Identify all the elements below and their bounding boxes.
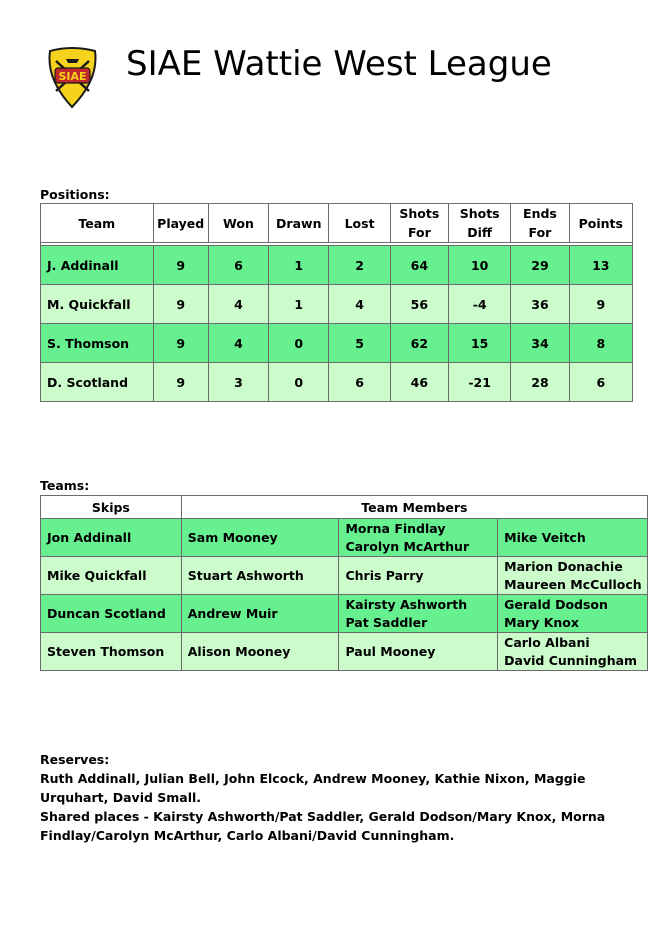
col-header: Shots Diff: [449, 204, 511, 243]
positions-table: [40, 203, 633, 402]
stat-cell: 9: [569, 285, 632, 324]
table-row: [41, 519, 648, 557]
stat-cell: 6: [329, 363, 390, 402]
stat-cell: 1: [269, 246, 329, 285]
stat-cell: 3: [208, 363, 268, 402]
teams-label: Teams:: [40, 478, 90, 493]
stat-cell: 13: [569, 246, 632, 285]
col-header: Team: [41, 204, 154, 243]
stat-cell: 9: [153, 246, 208, 285]
skip-cell: Duncan Scotland: [41, 595, 182, 633]
col-header: Points: [569, 204, 632, 243]
table-row: [41, 285, 633, 324]
positions-header-row: [41, 204, 633, 243]
stat-cell: 34: [511, 324, 569, 363]
page-title: SIAE Wattie West League: [126, 44, 552, 84]
table-row: [41, 246, 633, 285]
team-cell: J. Addinall: [41, 246, 154, 285]
member-cell: [498, 595, 648, 633]
stat-cell: 64: [390, 246, 448, 285]
member-cell: Stuart Ashworth: [181, 557, 339, 595]
stat-cell: 4: [208, 324, 268, 363]
stat-cell: 4: [208, 285, 268, 324]
stat-cell: 4: [329, 285, 390, 324]
table-row: [41, 324, 633, 363]
member-cell: [339, 633, 498, 671]
shared-places: Shared places - Kairsty Ashworth/Pat Saddler, Gerald Dodson/Mary Knox, Morna Findlay/Carolyn McArthur, Carlo Albani/David Cunningham.: [40, 809, 606, 843]
member-cell: [498, 519, 648, 557]
member-name: Maureen McCulloch: [504, 576, 642, 592]
stat-cell: 6: [569, 363, 632, 402]
reserves-list: Ruth Addinall, Julian Bell, John Elcock, Andrew Mooney, Kathie Nixon, Maggie Urquhart, David Small.: [40, 771, 586, 805]
teams-table: [40, 495, 648, 671]
stat-cell: 46: [390, 363, 448, 402]
team-cell: M. Quickfall: [41, 285, 154, 324]
stat-cell: -4: [449, 285, 511, 324]
positions-label: Positions:: [40, 187, 110, 202]
member-name: Morna Findlay: [345, 520, 446, 536]
reserves-section: [40, 750, 640, 845]
member-name: Chris Parry: [345, 567, 424, 583]
skip-cell: Mike Quickfall: [41, 557, 182, 595]
member-name: Kairsty Ashworth: [345, 596, 468, 612]
member-cell: [498, 557, 648, 595]
stat-cell: 9: [153, 363, 208, 402]
table-row: [41, 557, 648, 595]
member-name: Carolyn McArthur: [345, 538, 470, 554]
stat-cell: 8: [569, 324, 632, 363]
skip-cell: Steven Thomson: [41, 633, 182, 671]
stat-cell: 1: [269, 285, 329, 324]
stat-cell: 36: [511, 285, 569, 324]
stat-cell: 9: [153, 285, 208, 324]
member-name: Carlo Albani: [504, 634, 590, 650]
member-name: Marion Donachie: [504, 558, 623, 574]
col-header: Won: [208, 204, 268, 243]
member-cell: Andrew Muir: [181, 595, 339, 633]
table-row: [41, 363, 633, 402]
table-row: [41, 633, 648, 671]
member-name: Mary Knox: [504, 614, 579, 630]
team-cell: S. Thomson: [41, 324, 154, 363]
member-name: Gerald Dodson: [504, 596, 608, 612]
col-header: Team Members: [181, 496, 647, 519]
member-name: Paul Mooney: [345, 643, 436, 659]
col-header: Lost: [329, 204, 390, 243]
stat-cell: -21: [449, 363, 511, 402]
stat-cell: 0: [269, 324, 329, 363]
skip-cell: Jon Addinall: [41, 519, 182, 557]
stat-cell: 9: [153, 324, 208, 363]
col-header: Shots For: [390, 204, 448, 243]
stat-cell: 6: [208, 246, 268, 285]
member-cell: Alison Mooney: [181, 633, 339, 671]
stat-cell: 10: [449, 246, 511, 285]
member-cell: [339, 519, 498, 557]
stat-cell: 28: [511, 363, 569, 402]
stat-cell: 29: [511, 246, 569, 285]
col-header: Drawn: [269, 204, 329, 243]
stat-cell: 0: [269, 363, 329, 402]
member-cell: [339, 595, 498, 633]
stat-cell: 56: [390, 285, 448, 324]
siae-logo: [44, 47, 101, 109]
member-cell: Sam Mooney: [181, 519, 339, 557]
stat-cell: 2: [329, 246, 390, 285]
member-name: Mike Veitch: [504, 529, 586, 545]
reserves-label: Reserves:: [40, 752, 110, 767]
member-cell: [339, 557, 498, 595]
team-cell: D. Scotland: [41, 363, 154, 402]
member-name: Pat Saddler: [345, 614, 428, 630]
col-header: Ends For: [511, 204, 569, 243]
logo-text: SIAE: [58, 70, 87, 83]
stat-cell: 15: [449, 324, 511, 363]
col-header: Skips: [41, 496, 182, 519]
table-row: [41, 595, 648, 633]
member-cell: [498, 633, 648, 671]
teams-header-row: [41, 496, 648, 519]
stat-cell: 62: [390, 324, 448, 363]
col-header: Played: [153, 204, 208, 243]
stat-cell: 5: [329, 324, 390, 363]
member-name: David Cunningham: [504, 652, 638, 668]
